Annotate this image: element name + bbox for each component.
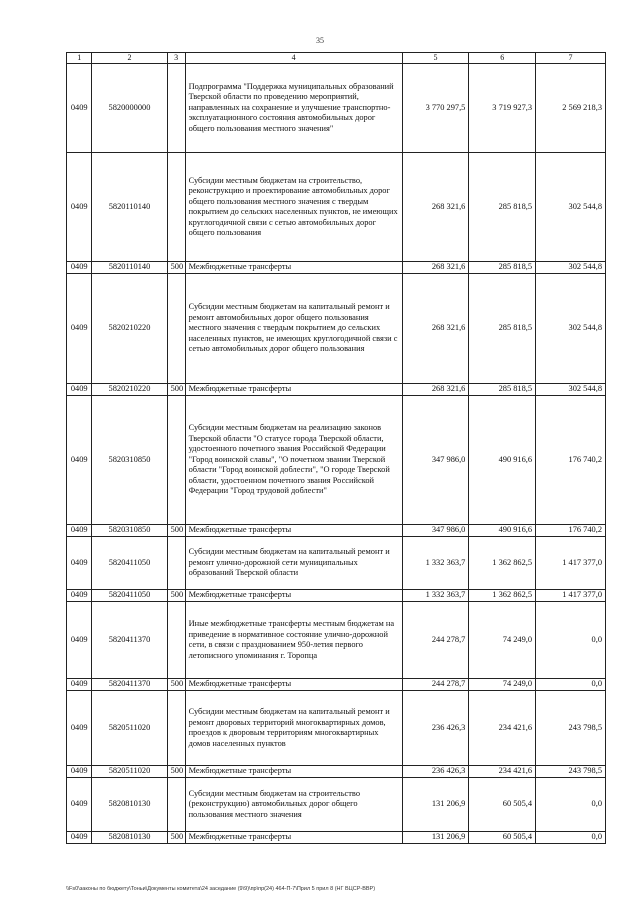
item-name-cell: Межбюджетные трансферты xyxy=(185,832,402,844)
target-code-cell: 5820411050 xyxy=(92,537,167,590)
transfer-row xyxy=(67,679,606,691)
target-code-cell: 5820810130 xyxy=(92,832,167,844)
target-code-cell: 5820411370 xyxy=(92,602,167,679)
target-code-cell: 5820210220 xyxy=(92,274,167,384)
section-cell: 0409 xyxy=(67,396,92,525)
amount-year2-cell: 60 505,4 xyxy=(469,778,536,832)
column-number: 6 xyxy=(469,53,536,64)
amount-year2-cell: 285 818,5 xyxy=(469,262,536,274)
program-row xyxy=(67,153,606,262)
section-cell: 0409 xyxy=(67,679,92,691)
file-path-footer: \\Fs0\законы по бюджету\Тоньи\Документы комитета\24 заседание (9\9)\пр\пр(24) 464-П-7\Прил 5 прил 8 (НГ ВЦСР-ВВР) xyxy=(66,886,376,892)
amount-year1-cell: 347 986,0 xyxy=(402,525,469,537)
amount-year2-cell: 285 818,5 xyxy=(469,153,536,262)
amount-year2-cell: 234 421,6 xyxy=(469,691,536,766)
item-name-cell: Межбюджетные трансферты xyxy=(185,525,402,537)
section-cell: 0409 xyxy=(67,602,92,679)
target-code-cell: 5820511020 xyxy=(92,766,167,778)
target-code-cell: 5820110140 xyxy=(92,262,167,274)
amount-year1-cell: 244 278,7 xyxy=(402,602,469,679)
target-code-cell: 5820810130 xyxy=(92,778,167,832)
item-name-cell: Субсидии местным бюджетам на реализацию законов Тверской области "О статусе города Тверской области, удостоенного почетного звания Российской Федерации "Город воинской славы", "О почетном звании Тверской области "Город воинской доблести", "О городе Тверской области, удостоенном почетного звания Российской Федерации "Город трудовой доблести" xyxy=(185,396,402,525)
target-code-cell: 5820000000 xyxy=(92,64,167,153)
target-code-cell: 5820411370 xyxy=(92,679,167,691)
amount-year1-cell: 347 986,0 xyxy=(402,396,469,525)
column-number: 1 xyxy=(67,53,92,64)
expense-type-cell xyxy=(167,537,185,590)
expense-type-cell: 500 xyxy=(167,384,185,396)
amount-year1-cell: 268 321,6 xyxy=(402,262,469,274)
item-name-cell: Субсидии местным бюджетам на капитальный ремонт и ремонт улично-дорожной сети муниципальных образований Тверской области xyxy=(185,537,402,590)
section-cell: 0409 xyxy=(67,691,92,766)
transfer-row xyxy=(67,832,606,844)
section-cell: 0409 xyxy=(67,766,92,778)
column-number: 4 xyxy=(185,53,402,64)
expense-type-cell: 500 xyxy=(167,262,185,274)
amount-year1-cell: 268 321,6 xyxy=(402,153,469,262)
target-code-cell: 5820411050 xyxy=(92,590,167,602)
item-name-cell: Субсидии местным бюджетам на капитальный ремонт и ремонт автомобильных дорог общего пользования местного значения с твердым покрытием до сельских населенных пунктов, не имеющих круглогодичной связи с сетью автомобильных дорог общего пользования xyxy=(185,274,402,384)
section-cell: 0409 xyxy=(67,778,92,832)
amount-year1-cell: 131 206,9 xyxy=(402,778,469,832)
program-row xyxy=(67,396,606,525)
column-number: 7 xyxy=(536,53,606,64)
budget-table xyxy=(66,52,606,844)
amount-year1-cell: 268 321,6 xyxy=(402,384,469,396)
amount-year1-cell: 3 770 297,5 xyxy=(402,64,469,153)
amount-year1-cell: 131 206,9 xyxy=(402,832,469,844)
amount-year3-cell: 0,0 xyxy=(536,832,606,844)
target-code-cell: 5820310850 xyxy=(92,525,167,537)
expense-type-cell: 500 xyxy=(167,590,185,602)
item-name-cell: Межбюджетные трансферты xyxy=(185,262,402,274)
expense-type-cell xyxy=(167,778,185,832)
amount-year1-cell: 236 426,3 xyxy=(402,766,469,778)
program-row xyxy=(67,691,606,766)
expense-type-cell xyxy=(167,153,185,262)
program-row xyxy=(67,274,606,384)
amount-year2-cell: 60 505,4 xyxy=(469,832,536,844)
amount-year3-cell: 302 544,8 xyxy=(536,274,606,384)
target-code-cell: 5820110140 xyxy=(92,153,167,262)
amount-year2-cell: 74 249,0 xyxy=(469,679,536,691)
expense-type-cell xyxy=(167,396,185,525)
section-cell: 0409 xyxy=(67,153,92,262)
page-number: 35 xyxy=(316,36,324,45)
amount-year3-cell: 0,0 xyxy=(536,679,606,691)
program-row xyxy=(67,778,606,832)
section-cell: 0409 xyxy=(67,537,92,590)
amount-year3-cell: 243 798,5 xyxy=(536,766,606,778)
amount-year3-cell: 243 798,5 xyxy=(536,691,606,766)
amount-year2-cell: 1 362 862,5 xyxy=(469,537,536,590)
target-code-cell: 5820210220 xyxy=(92,384,167,396)
expense-type-cell: 500 xyxy=(167,525,185,537)
amount-year1-cell: 268 321,6 xyxy=(402,274,469,384)
amount-year2-cell: 285 818,5 xyxy=(469,384,536,396)
item-name-cell: Межбюджетные трансферты xyxy=(185,590,402,602)
amount-year1-cell: 244 278,7 xyxy=(402,679,469,691)
table-body xyxy=(67,64,606,844)
expense-type-cell: 500 xyxy=(167,766,185,778)
section-cell: 0409 xyxy=(67,525,92,537)
transfer-row xyxy=(67,590,606,602)
target-code-cell: 5820511020 xyxy=(92,691,167,766)
amount-year3-cell: 2 569 218,3 xyxy=(536,64,606,153)
transfer-row xyxy=(67,262,606,274)
item-name-cell: Иные межбюджетные трансферты местным бюджетам на приведение в нормативное состояние улично-дорожной сети, в связи с празднованием 950-летия первого летописного упоминания г. Торопца xyxy=(185,602,402,679)
amount-year3-cell: 1 417 377,0 xyxy=(536,537,606,590)
amount-year3-cell: 302 544,8 xyxy=(536,384,606,396)
column-number: 2 xyxy=(92,53,167,64)
amount-year2-cell: 74 249,0 xyxy=(469,602,536,679)
section-cell: 0409 xyxy=(67,64,92,153)
item-name-cell: Межбюджетные трансферты xyxy=(185,679,402,691)
program-row xyxy=(67,602,606,679)
expense-type-cell xyxy=(167,274,185,384)
section-cell: 0409 xyxy=(67,832,92,844)
expense-type-cell xyxy=(167,64,185,153)
amount-year2-cell: 490 916,6 xyxy=(469,396,536,525)
section-cell: 0409 xyxy=(67,590,92,602)
section-cell: 0409 xyxy=(67,262,92,274)
item-name-cell: Субсидии местным бюджетам на строительство (реконструкцию) автомобильных дорог общего пользования местного значения xyxy=(185,778,402,832)
expense-type-cell xyxy=(167,602,185,679)
item-name-cell: Подпрограмма "Поддержка муниципальных образований Тверской области по проведению мероприятий, направленных на сохранение и улучшение транспортно-эксплуатационного состояния автомобильных дорог общего пользования местного значения" xyxy=(185,64,402,153)
amount-year2-cell: 285 818,5 xyxy=(469,274,536,384)
target-code-cell: 5820310850 xyxy=(92,396,167,525)
amount-year2-cell: 234 421,6 xyxy=(469,766,536,778)
program-row xyxy=(67,64,606,153)
amount-year2-cell: 490 916,6 xyxy=(469,525,536,537)
amount-year3-cell: 0,0 xyxy=(536,602,606,679)
amount-year1-cell: 236 426,3 xyxy=(402,691,469,766)
section-cell: 0409 xyxy=(67,384,92,396)
column-number: 5 xyxy=(402,53,469,64)
expense-type-cell xyxy=(167,691,185,766)
amount-year3-cell: 302 544,8 xyxy=(536,262,606,274)
program-row xyxy=(67,537,606,590)
item-name-cell: Субсидии местным бюджетам на капитальный ремонт и ремонт дворовых территорий многоквартирных домов, проездов к дворовым территориям многоквартирных домов населенных пунктов xyxy=(185,691,402,766)
amount-year3-cell: 176 740,2 xyxy=(536,396,606,525)
item-name-cell: Межбюджетные трансферты xyxy=(185,384,402,396)
expense-type-cell: 500 xyxy=(167,679,185,691)
amount-year3-cell: 0,0 xyxy=(536,778,606,832)
section-cell: 0409 xyxy=(67,274,92,384)
amount-year3-cell: 176 740,2 xyxy=(536,525,606,537)
amount-year3-cell: 302 544,8 xyxy=(536,153,606,262)
amount-year1-cell: 1 332 363,7 xyxy=(402,590,469,602)
column-number: 3 xyxy=(167,53,185,64)
item-name-cell: Межбюджетные трансферты xyxy=(185,766,402,778)
item-name-cell: Субсидии местным бюджетам на строительство, реконструкцию и проектирование автомобильных дорог общего пользования местного значения с твердым покрытием до сельских населенных пунктов, не имеющих круглогодичной связи с сетью автомобильных дорог общего пользования xyxy=(185,153,402,262)
expense-type-cell: 500 xyxy=(167,832,185,844)
amount-year2-cell: 3 719 927,3 xyxy=(469,64,536,153)
column-number-row xyxy=(67,53,606,64)
transfer-row xyxy=(67,525,606,537)
amount-year2-cell: 1 362 862,5 xyxy=(469,590,536,602)
transfer-row xyxy=(67,766,606,778)
amount-year1-cell: 1 332 363,7 xyxy=(402,537,469,590)
transfer-row xyxy=(67,384,606,396)
amount-year3-cell: 1 417 377,0 xyxy=(536,590,606,602)
